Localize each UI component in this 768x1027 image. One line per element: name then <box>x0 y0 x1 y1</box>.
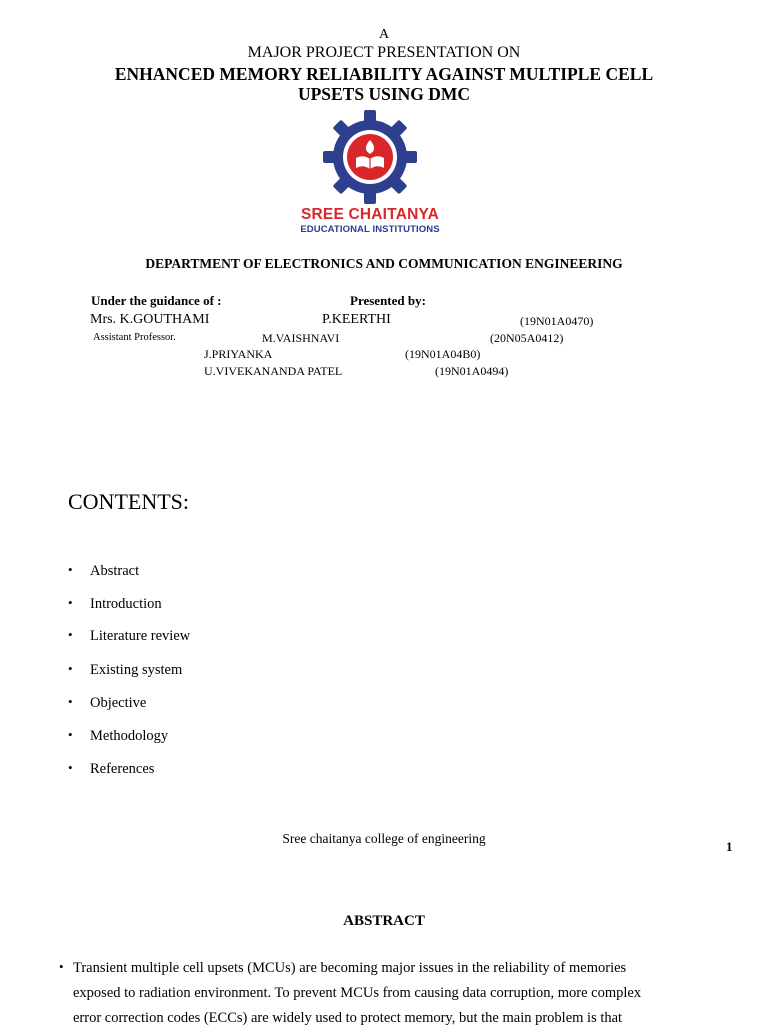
bullet-icon: • <box>68 627 73 642</box>
presenter-name: M.VAISHNAVI <box>262 331 340 345</box>
presenter-name: J.PRIYANKA <box>204 347 273 361</box>
guide-title: Assistant Professor. <box>93 332 176 343</box>
abstract-heading: ABSTRACT <box>343 913 425 929</box>
contents-item: Existing system <box>90 662 183 678</box>
contents-heading <box>68 489 189 515</box>
contents-item: Literature review <box>90 628 191 644</box>
institution-logo <box>290 110 450 235</box>
contents-item: Introduction <box>90 596 162 612</box>
presenter-name: P.KEERTHI <box>322 312 391 327</box>
header-a: A <box>378 27 390 42</box>
guidance-label: Under the guidance of : <box>91 293 222 308</box>
contents-item: Abstract <box>90 563 140 579</box>
bullet-icon: • <box>68 595 73 610</box>
gear-emblem-icon <box>318 110 422 204</box>
abstract-line: Transient multiple cell upsets (MCUs) are becoming major issues in the reliability of memories <box>73 960 627 976</box>
contents-heading-text: CONTENTS <box>68 489 183 514</box>
contents-heading-colon: : <box>182 489 190 514</box>
presenter-roll: (20N05A0412) <box>490 331 564 345</box>
logo-subtitle: EDUCATIONAL INSTITUTIONS <box>300 224 440 235</box>
presenter-roll: (19N01A0494) <box>435 364 509 378</box>
bullet-icon: • <box>68 661 73 676</box>
page-number: 1 <box>726 839 733 854</box>
bullet-icon: • <box>68 562 73 577</box>
presenter-roll: (19N01A04B0) <box>405 347 481 361</box>
abstract-line: exposed to radiation environment. To prevent MCUs from causing data corruption, more complex <box>73 985 642 1001</box>
bullet-icon: • <box>59 959 64 974</box>
presentation-label: MAJOR PROJECT PRESENTATION ON <box>247 44 521 61</box>
bullet-icon: • <box>68 760 73 775</box>
contents-item: References <box>90 761 155 777</box>
logo-name: SREE CHAITANYA <box>300 206 440 223</box>
contents-item: Methodology <box>90 728 169 744</box>
project-title-line1: ENHANCED MEMORY RELIABILITY AGAINST MULTIPLE CELL <box>114 64 654 84</box>
project-title-line2: UPSETS USING DMC <box>297 84 471 104</box>
presenter-roll: (19N01A0470) <box>520 314 594 328</box>
presenter-name: U.VIVEKANANDA PATEL <box>204 364 343 378</box>
college-footer: Sree chaitanya college of engineering <box>282 831 486 846</box>
abstract-line: error correction codes (ECCs) are widely used to protect memory, but the main problem is that <box>73 1010 623 1026</box>
guide-name: Mrs. K.GOUTHAMI <box>90 312 210 327</box>
department-title: DEPARTMENT OF ELECTRONICS AND COMMUNICATION ENGINEERING <box>145 256 623 271</box>
presented-by-label: Presented by: <box>350 293 426 308</box>
bullet-icon: • <box>68 694 73 709</box>
contents-item: Objective <box>90 695 147 711</box>
bullet-icon: • <box>68 727 73 742</box>
